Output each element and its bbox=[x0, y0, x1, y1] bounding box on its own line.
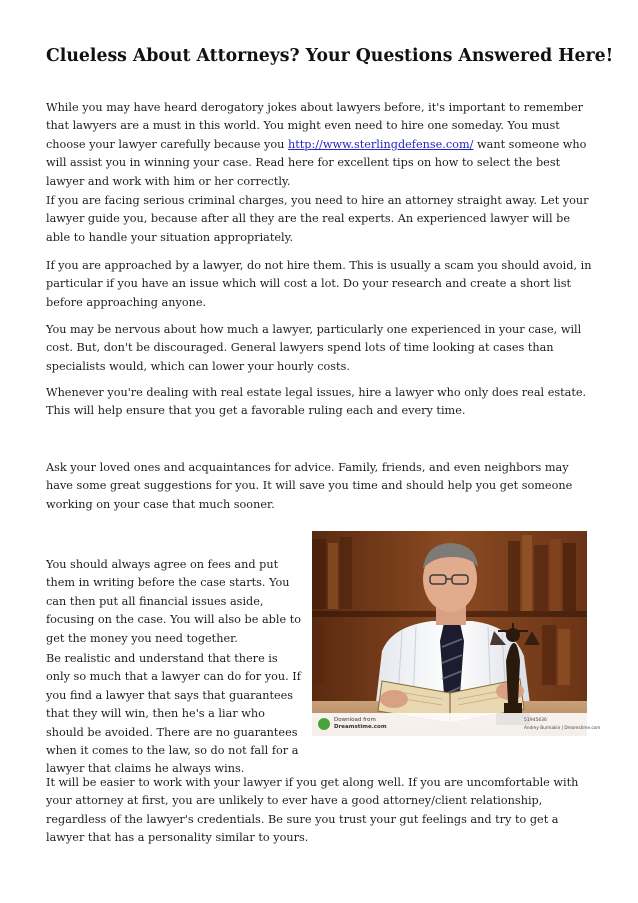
paragraph-ask-loved-ones: Ask your loved ones and acquaintances for advice. Family, friends, and even neighbors may have some great suggestions for you. It will save you time and should help you get someone working on your case that much sooner. bbox=[46, 461, 573, 511]
watermark-id: 51945636 bbox=[524, 718, 547, 723]
paragraph-fees: You should always agree on fees and put them in writing before the case starts. You can then put all financial issues aside, focusing on the case. You will also be able to get the money you need together. bbox=[46, 558, 302, 645]
watermark-credit: Andrey Burmakin | Dreamstime.com bbox=[524, 725, 601, 730]
paragraph-cost: You may be nervous about how much a lawyer, particularly one experienced in your case, will cost. But, don't be discouraged. General lawyers spend lots of time looking at cases than specialists would, which can lower your hourly costs. bbox=[46, 323, 582, 373]
lawyer-reading-photo bbox=[312, 531, 601, 736]
left-hand bbox=[380, 690, 408, 708]
paragraph-real-estate: Whenever you're dealing with real estate legal issues, hire a lawyer who only does real estate. This will help ensure that you get a favorable ruling each and every time. bbox=[46, 386, 587, 418]
intro-text-after-link: want someone who will assist you in winning your case. Read here for excellent tips on how to select the best lawyer and work with him or her correctly. bbox=[46, 137, 587, 188]
paragraph-intro bbox=[46, 99, 594, 191]
dreamstime-logo-icon bbox=[318, 718, 330, 730]
watermark-line2: Dreamstime.com bbox=[334, 724, 387, 730]
paragraph-realistic: Be realistic and understand that there is only so much that a lawyer can do for you. If you find a lawyer that says that guarantees that they will win, then he's a liar who should be avoided. There are no guarantees when it comes to the law, so do not fall for a lawyer that claims he always wins. bbox=[46, 652, 301, 776]
sterling-defense-link[interactable]: http://www.sterlingdefense.com/ bbox=[287, 137, 474, 151]
paragraph-criminal-charges: If you are facing serious criminal charges, you need to hire an attorney straight away. Let your lawyer guide you, because after all they are the real experts. An experienced lawyer will be able to handle your situation appropriately. bbox=[46, 194, 589, 244]
paragraph-approached-by-lawyer: If you are approached by a lawyer, do not hire them. This is usually a scam you should avoid, in particular if you have an issue which will cost a lot. Do your research and create a short list before approaching anyone. bbox=[46, 259, 592, 309]
watermark-line1: Download from bbox=[334, 717, 376, 723]
intro-text-before-link: While you may have heard derogatory jokes about lawyers before, it's important to remember that lawyers are a must in this world. You might even need to hire one someday. You must choose your lawyer carefully because you bbox=[46, 101, 583, 151]
lawyer-illustration bbox=[312, 531, 601, 736]
page-title: Clueless About Attorneys? Your Questions Answered Here! bbox=[46, 46, 614, 66]
paragraph-get-along: It will be easier to work with your lawyer if you get along well. If you are uncomfortable with your attorney at first, you are unlikely to ever have a good attorney/client relationship, regardless of the lawyer's credentials. Be sure you trust your gut feelings and try to get a lawyer that has a personality similar to yours. bbox=[46, 776, 579, 845]
